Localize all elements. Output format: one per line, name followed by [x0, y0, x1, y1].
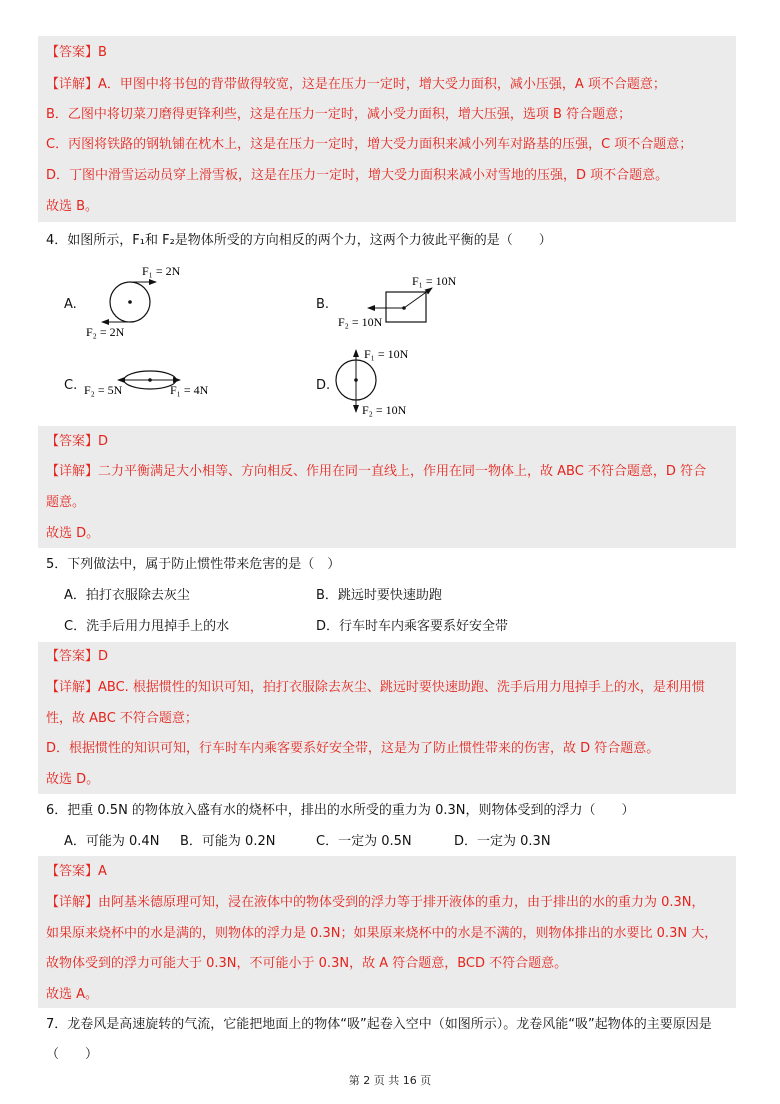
detail-line: 【详解】二力平衡满足大小相等、方向相反、作用在同一直线上，作用在同一物体上，故 ABC 不符合题意，D 符合 [46, 464, 707, 479]
detail-line: 性，故 ABC 不符合题意； [46, 711, 198, 726]
detail-line: C．丙图将铁路的钢轨铺在枕木上，这是在压力一定时，增大受力面积来减小列车对路基的压强，C 项不合题意； [46, 137, 693, 152]
q4-option-a-letter: A. [64, 297, 77, 312]
detail-line: 故选 D。 [46, 526, 100, 541]
detail-line: 如果原来烧杯中的水是满的，则物体的浮力是 0.3N；如果原来烧杯中的水是不满的，则物体排出的水要比 0.3N 大， [46, 926, 718, 941]
q6-option-a: A．可能为 0.4N [64, 834, 160, 849]
q6-option-b: B．可能为 0.2N [180, 834, 276, 849]
q4-figure-a [80, 262, 200, 346]
label-b-f2: F₂ = 10N [338, 315, 383, 329]
question-7-stem-cont: （ ） [46, 1047, 99, 1062]
question-7-stem: 7．龙卷风是高速旋转的气流，它能把地面上的物体“吸”起卷入空中（如图所示）。龙卷风能“吸”起物体的主要原因是 [46, 1017, 712, 1032]
detail-line: 【详解】ABC. 根据惯性的知识可知，拍打衣服除去灰尘、跳远时要快速助跑、洗手后用力甩掉手上的水，是利用惯 [46, 680, 705, 695]
detail-line: 题意。 [46, 495, 86, 510]
q6-option-d: D．一定为 0.3N [454, 834, 551, 849]
q4-figure-d [334, 342, 444, 422]
answer-box-q4 [38, 426, 736, 548]
q5-option-c: C．洗手后用力甩掉手上的水 [64, 619, 230, 634]
answer-label: 【答案】A [46, 864, 107, 879]
q5-option-d: D．行车时车内乘客要系好安全带 [316, 619, 509, 634]
force-diagram-c [82, 362, 232, 402]
force-diagram-b [334, 264, 474, 334]
detail-line: 故物体受到的浮力可能大于 0.3N，不可能小于 0.3N，故 A 符合题意，BCD 不符合题意。 [46, 956, 568, 971]
page-footer: 第 2 页 共 16 页 [348, 1074, 432, 1087]
label-d-f1: F₁ = 10N [364, 347, 409, 361]
detail-line: B．乙图中将切菜刀磨得更锋利些，这是在压力一定时，减小受力面积，增大压强，选项 B 符合题意； [46, 107, 632, 122]
q6-option-c: C．一定为 0.5N [316, 834, 412, 849]
answer-label: 【答案】B [46, 45, 107, 60]
q4-option-b-letter: B. [316, 297, 330, 312]
answer-label: 【答案】D [46, 649, 109, 664]
label-a-f1: F₁ = 2N [142, 264, 181, 278]
detail-line: D．根据惯性的知识可知，行车时车内乘客要系好安全带，这是为了防止惯性带来的伤害，故 D 符合题意。 [46, 741, 660, 756]
label-c-f1: F₁ = 4N [170, 383, 209, 397]
question-6-stem: 6．把重 0.5N 的物体放入盛有水的烧杯中，排出的水所受的重力为 0.3N，则物体受到的浮力（ ） [46, 803, 635, 818]
answer-box-q3 [38, 36, 736, 222]
answer-label: 【答案】D [46, 434, 109, 449]
q5-option-a: A．拍打衣服除去灰尘 [64, 588, 190, 603]
force-diagram-d [334, 342, 444, 418]
label-d-f2: F₂ = 10N [362, 403, 407, 417]
q4-figure-c [82, 362, 232, 406]
q4-figure-b [334, 264, 474, 338]
q5-option-b: B．跳远时要快速助跑 [316, 588, 442, 603]
label-c-f2: F₂ = 5N [84, 383, 123, 397]
detail-line: 故选 D。 [46, 772, 100, 787]
q4-option-c-letter: C. [64, 378, 78, 393]
detail-line: D．丁图中滑雪运动员穿上滑雪板，这是在压力一定时，增大受力面积来减小对雪地的压强，D 项不合题意。 [46, 168, 669, 183]
detail-line: 故选 B。 [46, 199, 99, 214]
q4-option-d-letter: D. [316, 378, 331, 393]
label-b-f1: F₁ = 10N [412, 274, 457, 288]
label-a-f2: F₂ = 2N [86, 325, 125, 339]
detail-line: 【详解】由阿基米德原理可知，浸在液体中的物体受到的浮力等于排开液体的重力，由于排出的水的重力为 0.3N， [46, 895, 705, 910]
detail-line: 【详解】A．甲图中将书包的背带做得较宽，这是在压力一定时，增大受力面积，减小压强，A 项不合题意； [46, 77, 666, 92]
force-diagram-a [80, 262, 200, 342]
question-5-stem: 5．下列做法中，属于防止惯性带来危害的是（ ） [46, 557, 341, 572]
detail-line: 故选 A。 [46, 987, 99, 1002]
question-4-stem: 4．如图所示，F₁和 F₂是物体所受的方向相反的两个力，这两个力彼此平衡的是（ ） [46, 233, 552, 248]
